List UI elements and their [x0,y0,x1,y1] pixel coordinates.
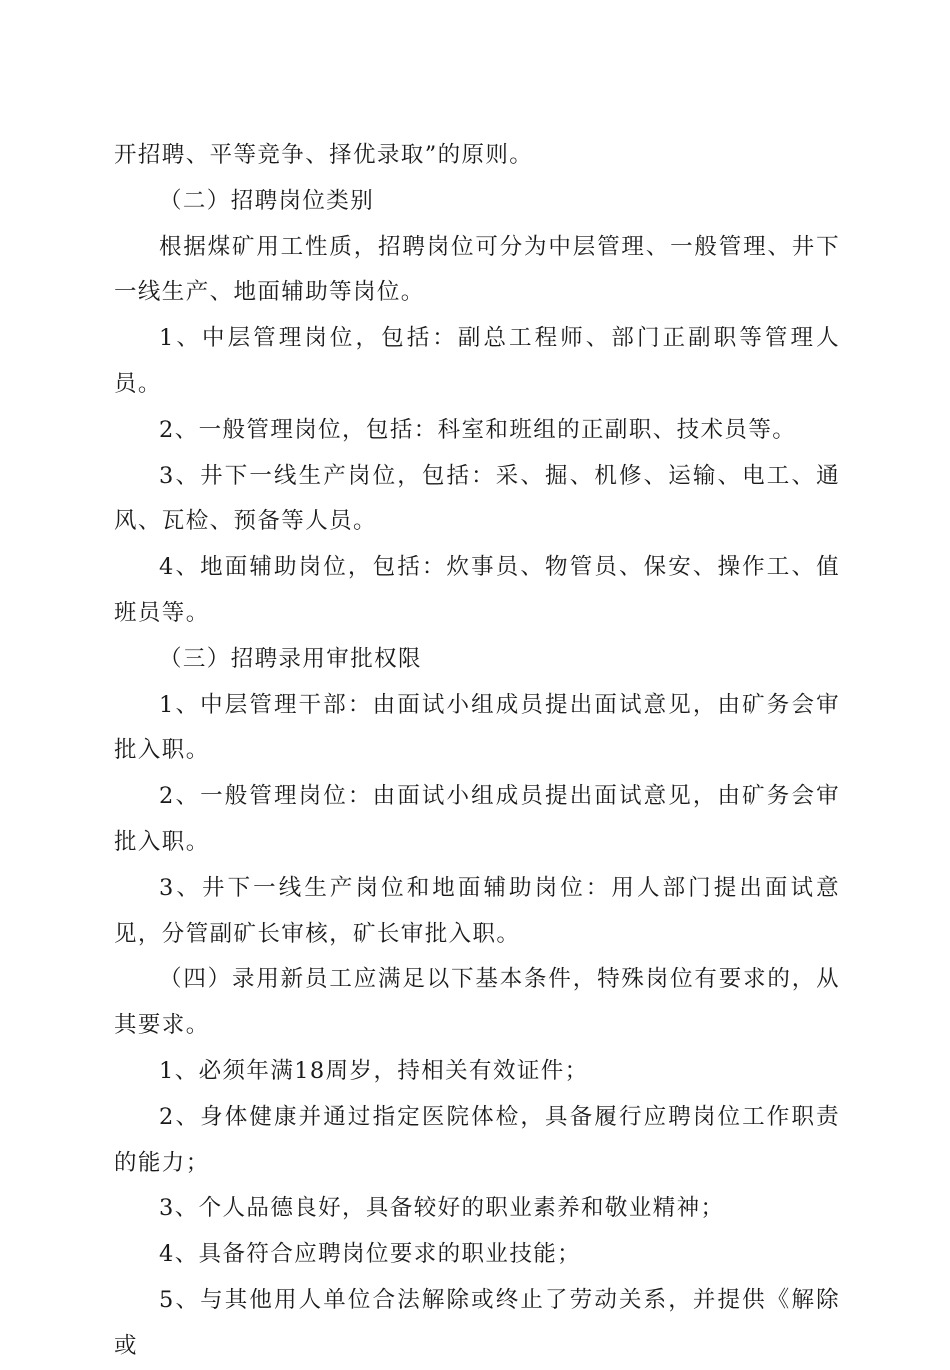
list-item-condition-character: 3、个人品德良好，具备较好的职业素养和敬业精神； [159,1195,725,1222]
list-item-underground-production: 3、井下一线生产岗位，包括：采、掘、机修、运输、电工、通风、瓦检、预备等人员。 [114,462,840,535]
heading-approval-authority: （三）招聘录用审批权限 [159,645,422,672]
list-item-general-management: 2、一般管理岗位，包括：科室和班组的正副职、技术员等。 [159,416,797,443]
list-item-approval-production-auxiliary: 3、井下一线生产岗位和地面辅助岗位：用人部门提出面试意见，分管副矿长审核，矿长审批入职。 [114,874,840,947]
list-item-condition-skills: 4、具备符合应聘岗位要求的职业技能； [159,1241,582,1268]
list-item-middle-management: 1、中层管理岗位，包括：副总工程师、部门正副职等管理人员。 [114,325,840,397]
list-item-condition-age: 1、必须年满18周岁，持相关有效证件； [159,1057,589,1084]
heading-basic-conditions: （四）录用新员工应满足以下基本条件，特殊岗位有要求的，从其要求。 [114,966,840,1039]
list-item-condition-health: 2、身体健康并通过指定医院体检，具备履行应聘岗位工作职责的能力； [114,1103,840,1176]
list-item-ground-auxiliary: 4、地面辅助岗位，包括：炊事员、物管员、保安、操作工、值班员等。 [114,554,840,626]
heading-job-categories: （二）招聘岗位类别 [159,187,375,214]
document-body [114,133,840,1370]
list-item-condition-labor-relation: 5、与其他用人单位合法解除或终止了劳动关系，并提供《解除或 [114,1286,840,1359]
paragraph-job-categories-intro: 根据煤矿用工性质，招聘岗位可分为中层管理、一般管理、井下一线生产、地面辅助等岗位。 [114,233,840,306]
paragraph-principle-end: 开招聘、平等竞争、择优录取”的原则。 [114,142,534,168]
list-item-approval-general-management: 2、一般管理岗位：由面试小组成员提出面试意见，由矿务会审批入职。 [114,783,840,855]
list-item-approval-middle-management: 1、中层管理干部：由面试小组成员提出面试意见，由矿务会审批入职。 [114,691,840,764]
